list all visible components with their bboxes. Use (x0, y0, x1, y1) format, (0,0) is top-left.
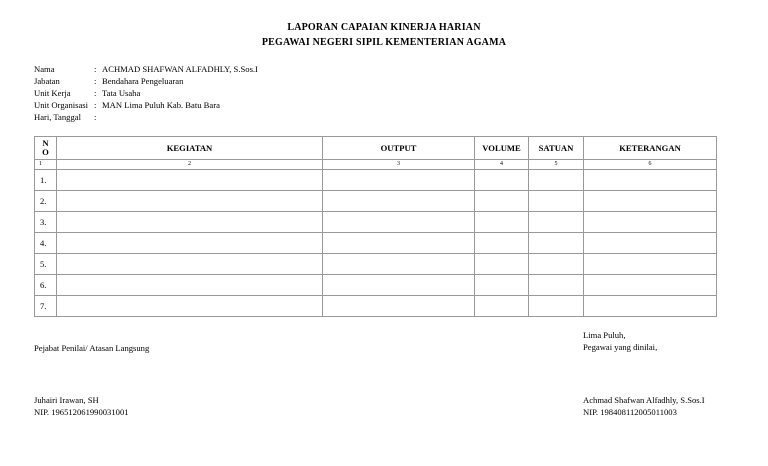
table-header-row (35, 137, 717, 160)
info-row-nama (34, 63, 258, 75)
info-value: ACHMAD SHAFWAN ALFADHLY, S.Sos.I (102, 64, 258, 74)
cell-satuan[interactable] (529, 296, 584, 317)
row-number: 4. (35, 233, 57, 254)
cell-output[interactable] (323, 191, 475, 212)
cell-kegiatan[interactable] (57, 170, 323, 191)
cell-keterangan[interactable] (584, 275, 717, 296)
cell-keterangan[interactable] (584, 233, 717, 254)
cell-volume[interactable] (475, 191, 529, 212)
employee-name: Achmad Shafwan Alfadhly, S.Sos.I (583, 395, 705, 405)
cell-kegiatan[interactable] (57, 212, 323, 233)
cell-volume[interactable] (475, 170, 529, 191)
supervisor-name: Juhairi Irawan, SH (34, 395, 99, 405)
cell-kegiatan[interactable] (57, 275, 323, 296)
report-subtitle: PEGAWAI NEGERI SIPIL KEMENTERIAN AGAMA (261, 37, 507, 48)
info-value: Bendahara Pengeluaran (102, 76, 184, 86)
cell-kegiatan[interactable] (57, 254, 323, 275)
row-number: 3. (35, 212, 57, 233)
supervisor-role: Pejabat Penilai/ Atasan Langsung (34, 343, 150, 353)
column-index: 2 (57, 160, 323, 170)
table-row (35, 233, 717, 254)
row-number: 5. (35, 254, 57, 275)
column-index: 1 (35, 160, 57, 170)
signature-place: Lima Puluh, (583, 330, 626, 340)
cell-volume[interactable] (475, 212, 529, 233)
info-label: Unit Organisasi (34, 100, 89, 110)
info-value: MAN Lima Puluh Kab. Batu Bara (102, 100, 220, 110)
info-row-hari-tanggal (34, 111, 258, 123)
cell-keterangan[interactable] (584, 212, 717, 233)
cell-keterangan[interactable] (584, 254, 717, 275)
header-kegiatan: KEGIATAN (57, 137, 323, 160)
table-row (35, 170, 717, 191)
info-label: Hari, Tanggal (34, 112, 81, 122)
cell-output[interactable] (323, 170, 475, 191)
cell-output[interactable] (323, 275, 475, 296)
cell-satuan[interactable] (529, 254, 584, 275)
info-separator: : (94, 88, 97, 98)
row-number: 2. (35, 191, 57, 212)
info-value: Tata Usaha (102, 88, 141, 98)
cell-satuan[interactable] (529, 233, 584, 254)
info-label: Unit Kerja (34, 88, 71, 98)
header-no: N O (35, 137, 57, 160)
column-index: 4 (475, 160, 529, 170)
info-separator: : (94, 64, 97, 74)
table-row (35, 296, 717, 317)
cell-satuan[interactable] (529, 191, 584, 212)
cell-keterangan[interactable] (584, 191, 717, 212)
cell-volume[interactable] (475, 254, 529, 275)
table-row (35, 191, 717, 212)
cell-satuan[interactable] (529, 212, 584, 233)
header-volume: VOLUME (475, 137, 529, 160)
info-label: Nama (34, 64, 55, 74)
cell-volume[interactable] (475, 233, 529, 254)
header-keterangan: KETERANGAN (584, 137, 717, 160)
cell-satuan[interactable] (529, 170, 584, 191)
cell-output[interactable] (323, 233, 475, 254)
cell-keterangan[interactable] (584, 296, 717, 317)
header-output: OUTPUT (323, 137, 475, 160)
header-satuan: SATUAN (529, 137, 584, 160)
cell-output[interactable] (323, 212, 475, 233)
info-row-unit-kerja (34, 87, 258, 99)
column-index: 3 (323, 160, 475, 170)
supervisor-nip: NIP. 196512061990031001 (34, 407, 129, 417)
column-index-row (35, 160, 717, 170)
table-row (35, 212, 717, 233)
cell-output[interactable] (323, 296, 475, 317)
activity-table (34, 136, 717, 317)
info-label: Jabatan (34, 76, 60, 86)
cell-output[interactable] (323, 254, 475, 275)
employee-info (34, 63, 258, 123)
cell-kegiatan[interactable] (57, 191, 323, 212)
info-separator: : (94, 100, 97, 110)
signature-block-employee (583, 329, 705, 418)
cell-volume[interactable] (475, 275, 529, 296)
cell-satuan[interactable] (529, 275, 584, 296)
table-row (35, 254, 717, 275)
info-row-jabatan (34, 75, 258, 87)
cell-keterangan[interactable] (584, 170, 717, 191)
column-index: 6 (584, 160, 717, 170)
employee-nip: NIP. 198408112005011003 (583, 407, 677, 417)
info-separator: : (94, 76, 97, 86)
row-number: 6. (35, 275, 57, 296)
cell-volume[interactable] (475, 296, 529, 317)
signature-block-supervisor (34, 342, 149, 418)
table-row (35, 275, 717, 296)
employee-role: Pegawai yang dinilai, (583, 342, 658, 352)
cell-kegiatan[interactable] (57, 296, 323, 317)
cell-kegiatan[interactable] (57, 233, 323, 254)
row-number: 1. (35, 170, 57, 191)
info-row-unit-organisasi (34, 99, 258, 111)
column-index: 5 (529, 160, 584, 170)
info-separator: : (94, 112, 97, 122)
report-title: LAPORAN CAPAIAN KINERJA HARIAN (287, 22, 481, 33)
row-number: 7. (35, 296, 57, 317)
